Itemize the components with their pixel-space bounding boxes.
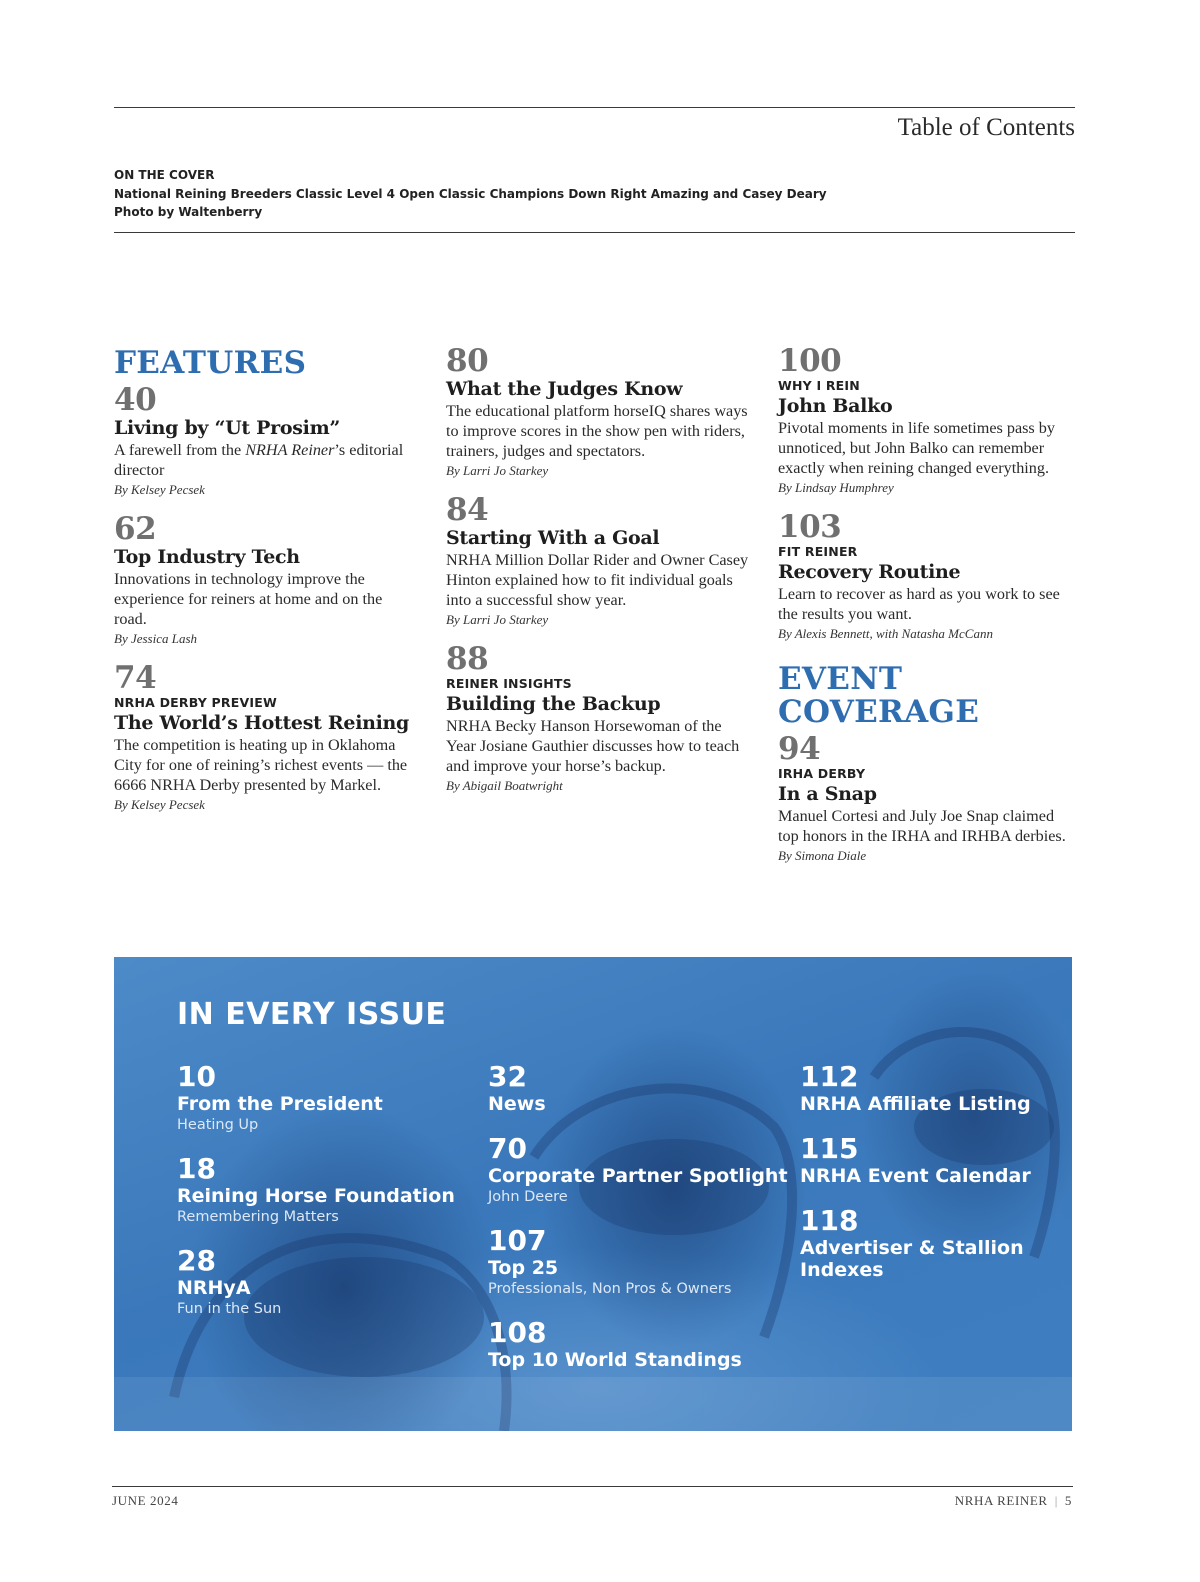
page-number: 112: [800, 1060, 859, 1093]
page-number: 10: [177, 1060, 216, 1093]
department-title: Reining Horse Foundation: [177, 1185, 455, 1207]
page-number: 115: [800, 1132, 859, 1165]
department-entry[interactable]: [800, 1205, 1040, 1281]
page-number: 28: [177, 1244, 216, 1277]
article-description: The educational platform horseIQ shares ways to improve scores in the show pen with riders, trainers, judges and spectators.: [446, 402, 748, 460]
article-title: The World’s Hottest Reining: [114, 712, 410, 734]
cover-caption: National Reining Breeders Classic Level 4 Open Classic Champions Down Right Amazing and Casey Deary: [114, 186, 827, 201]
department-title: News: [488, 1093, 546, 1115]
features-column-2: [446, 345, 751, 809]
every-issue-heading: IN EVERY ISSUE: [177, 997, 447, 1032]
page-number: 32: [488, 1060, 527, 1093]
event-coverage-heading: EVENT COVERAGE: [778, 661, 980, 730]
page-number: 70: [488, 1132, 527, 1165]
article-title: Starting With a Goal: [446, 527, 660, 549]
department-entry[interactable]: [800, 1133, 1040, 1187]
every-issue-column-1: [177, 1061, 467, 1337]
department-entry[interactable]: [177, 1061, 467, 1135]
page-number: 94: [778, 731, 821, 767]
article-byline: By Abigail Boatwright: [446, 778, 563, 793]
article-description: A farewell from the NRHA Reiner’s editorial director: [114, 441, 404, 479]
department-subtitle: John Deere: [488, 1189, 568, 1205]
article-title: Living by “Ut Prosim”: [114, 417, 340, 439]
feature-entry[interactable]: [114, 384, 414, 499]
feature-entry[interactable]: [778, 511, 1075, 643]
page-number: 118: [800, 1204, 859, 1237]
department-entry[interactable]: [488, 1133, 788, 1207]
department-title: Corporate Partner Spotlight: [488, 1165, 788, 1187]
department-subtitle: Professionals, Non Pros & Owners: [488, 1281, 732, 1297]
feature-entry[interactable]: [778, 345, 1075, 497]
article-title: Top Industry Tech: [114, 546, 300, 568]
article-description: Pivotal moments in life sometimes pass by unnoticed, but John Balko can remember exactly when reining changed everything.: [778, 419, 1055, 477]
article-description: NRHA Becky Hanson Horsewoman of the Year Josiane Gauthier discusses how to teach and improve your horse’s backup.: [446, 717, 740, 775]
feature-entry[interactable]: [446, 345, 751, 480]
publication-name: NRHA Reiner: [245, 441, 335, 459]
publication-name: NRHA REINER: [954, 1493, 1048, 1508]
department-entry[interactable]: [488, 1317, 788, 1371]
article-byline: By Larri Jo Starkey: [446, 463, 549, 478]
page-number: 84: [446, 492, 489, 528]
page-number: 40: [114, 382, 157, 418]
article-byline: By Kelsey Pecsek: [114, 797, 205, 812]
page-title: Table of Contents: [897, 114, 1075, 141]
article-description: Innovations in technology improve the experience for reiners at home and on the road.: [114, 570, 383, 628]
department-subtitle: Heating Up: [177, 1117, 259, 1133]
article-byline: By Simona Diale: [778, 848, 867, 863]
page-number: 62: [114, 511, 157, 547]
footer-rule: [112, 1486, 1073, 1487]
department-title: Advertiser & Stallion Indexes: [800, 1237, 1024, 1281]
every-issue-column-3: [800, 1061, 1040, 1299]
page-number: 88: [446, 641, 489, 677]
features-heading: FEATURES: [114, 345, 307, 381]
article-byline: By Jessica Lash: [114, 631, 198, 646]
article-kicker: IRHA DERBY: [778, 766, 866, 781]
article-kicker: FIT REINER: [778, 544, 858, 559]
issue-date: JUNE 2024: [112, 1493, 179, 1508]
page-number: 100: [778, 343, 842, 379]
department-subtitle: Remembering Matters: [177, 1209, 339, 1225]
page-number: 5: [1064, 1493, 1072, 1508]
every-issue-panel: [114, 957, 1072, 1431]
department-entry[interactable]: [800, 1061, 1040, 1115]
top-rule: [114, 107, 1075, 108]
article-byline: By Kelsey Pecsek: [114, 482, 205, 497]
page-number: 103: [778, 509, 842, 545]
cover-rule: [114, 232, 1075, 233]
department-entry[interactable]: [177, 1153, 467, 1227]
article-title: Building the Backup: [446, 693, 661, 715]
article-byline: By Alexis Bennett, with Natasha McCann: [778, 626, 993, 641]
page-number: 18: [177, 1152, 216, 1185]
article-title: Recovery Routine: [778, 561, 961, 583]
every-issue-column-2: [488, 1061, 788, 1389]
department-title: Top 10 World Standings: [488, 1349, 742, 1371]
page-number: 80: [446, 343, 489, 379]
cover-label: ON THE COVER: [114, 168, 215, 182]
features-column-1: [114, 345, 414, 828]
cover-info: [114, 166, 914, 222]
article-title: What the Judges Know: [446, 378, 683, 400]
department-title: From the President: [177, 1093, 383, 1115]
article-kicker: NRHA DERBY PREVIEW: [114, 695, 277, 710]
page-number: 107: [488, 1224, 547, 1257]
page-number: 108: [488, 1316, 547, 1349]
footer-folio: [955, 1493, 1072, 1509]
article-description: The competition is heating up in Oklahoma City for one of reining’s richest events — the 6666 NRHA Derby presented by Markel.: [114, 736, 408, 794]
feature-entry[interactable]: [446, 643, 751, 795]
article-title: In a Snap: [778, 783, 877, 805]
department-title: NRHyA: [177, 1277, 251, 1299]
department-entry[interactable]: [488, 1225, 788, 1299]
department-entry[interactable]: [488, 1061, 788, 1115]
article-title: John Balko: [778, 395, 893, 417]
features-column-3: [778, 345, 1075, 879]
department-title: NRHA Event Calendar: [800, 1165, 1031, 1187]
feature-entry[interactable]: [446, 494, 751, 629]
cover-photo-credit: Photo by Waltenberry: [114, 205, 263, 219]
feature-entry[interactable]: [114, 513, 414, 648]
event-coverage-entry[interactable]: [778, 733, 1075, 865]
article-description: Manuel Cortesi and July Joe Snap claimed top honors in the IRHA and IRHBA derbies.: [778, 807, 1066, 845]
article-description: NRHA Million Dollar Rider and Owner Casey Hinton explained how to fit individual goals into a successful show year.: [446, 551, 749, 609]
article-byline: By Lindsay Humphrey: [778, 480, 894, 495]
page-number: 74: [114, 660, 157, 696]
article-kicker: WHY I REIN: [778, 378, 860, 393]
article-description: Learn to recover as hard as you work to see the results you want.: [778, 585, 1060, 623]
folio-separator: |: [1054, 1493, 1058, 1508]
department-title: NRHA Affiliate Listing: [800, 1093, 1031, 1115]
department-subtitle: Fun in the Sun: [177, 1301, 282, 1317]
department-entry[interactable]: [177, 1245, 467, 1319]
article-kicker: REINER INSIGHTS: [446, 676, 572, 691]
feature-entry[interactable]: [114, 662, 414, 814]
article-byline: By Larri Jo Starkey: [446, 612, 549, 627]
department-title: Top 25: [488, 1257, 559, 1279]
